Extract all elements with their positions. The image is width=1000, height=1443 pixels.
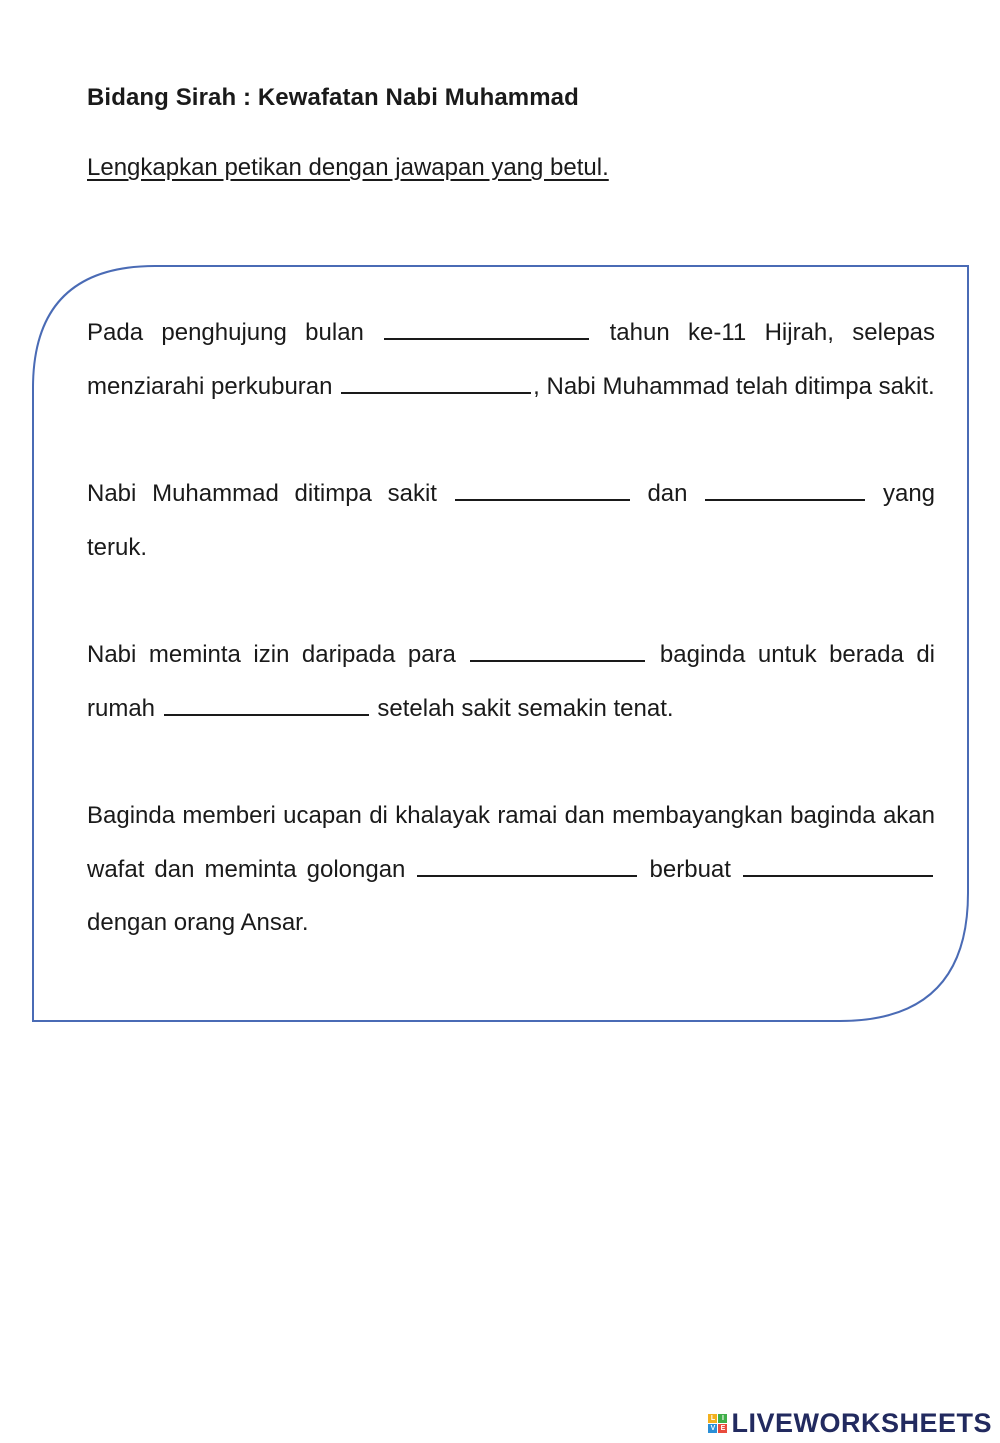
answer-blank-2[interactable] (341, 372, 531, 394)
instruction-text: Lengkapkan petikan dengan jawapan yang betul. (87, 154, 609, 181)
paragraph-text: setelah sakit semakin tenat. (377, 694, 674, 722)
answer-blank-1[interactable] (384, 318, 589, 340)
paragraph-text: , Nabi Muhammad telah ditimpa sakit. (533, 372, 935, 400)
paragraph-text: Baginda memberi ucapan di khalayak ramai dan membayangkan baginda akan wafat dan meminta golongan (87, 802, 935, 883)
passage-paragraph-1 (87, 306, 935, 413)
answer-blank-6[interactable] (164, 694, 369, 716)
paragraph-text: tahun ke-11 Hijrah, selepas menziarahi perkuburan (87, 319, 936, 400)
paragraph-text: dan (647, 480, 688, 507)
worksheet-title: Bidang Sirah : Kewafatan Nabi Muhammad (87, 84, 579, 111)
paragraph-text: yang teruk. (87, 480, 936, 561)
logo-letter: L (708, 1414, 717, 1423)
brand-name: LIVEWORKSHEETS (731, 1408, 992, 1438)
paragraph-text: Pada penghujung bulan (87, 319, 364, 346)
passage-paragraph-4 (87, 789, 935, 950)
logo-letter: V (708, 1424, 717, 1433)
logo-letter: I (718, 1414, 727, 1423)
answer-blank-3[interactable] (455, 479, 630, 501)
paragraph-text: Nabi meminta izin daripada para (87, 641, 456, 668)
answer-blank-5[interactable] (470, 640, 645, 662)
liveworksheets-watermark (708, 1408, 992, 1439)
paragraph-text: dengan orang Ansar. (87, 909, 309, 936)
logo-letter: E (718, 1424, 727, 1433)
paragraph-text: baginda untuk berada di rumah (87, 641, 935, 722)
answer-blank-7[interactable] (417, 855, 637, 877)
liveworksheets-logo-icon (708, 1414, 727, 1433)
passage-paragraph-2 (87, 467, 935, 574)
answer-blank-4[interactable] (705, 479, 865, 501)
paragraph-text: Nabi Muhammad ditimpa sakit (87, 480, 437, 507)
paragraph-text: berbuat (649, 855, 731, 883)
passage-paragraph-3 (87, 628, 935, 735)
answer-blank-8[interactable] (743, 855, 933, 877)
passage (87, 306, 935, 950)
